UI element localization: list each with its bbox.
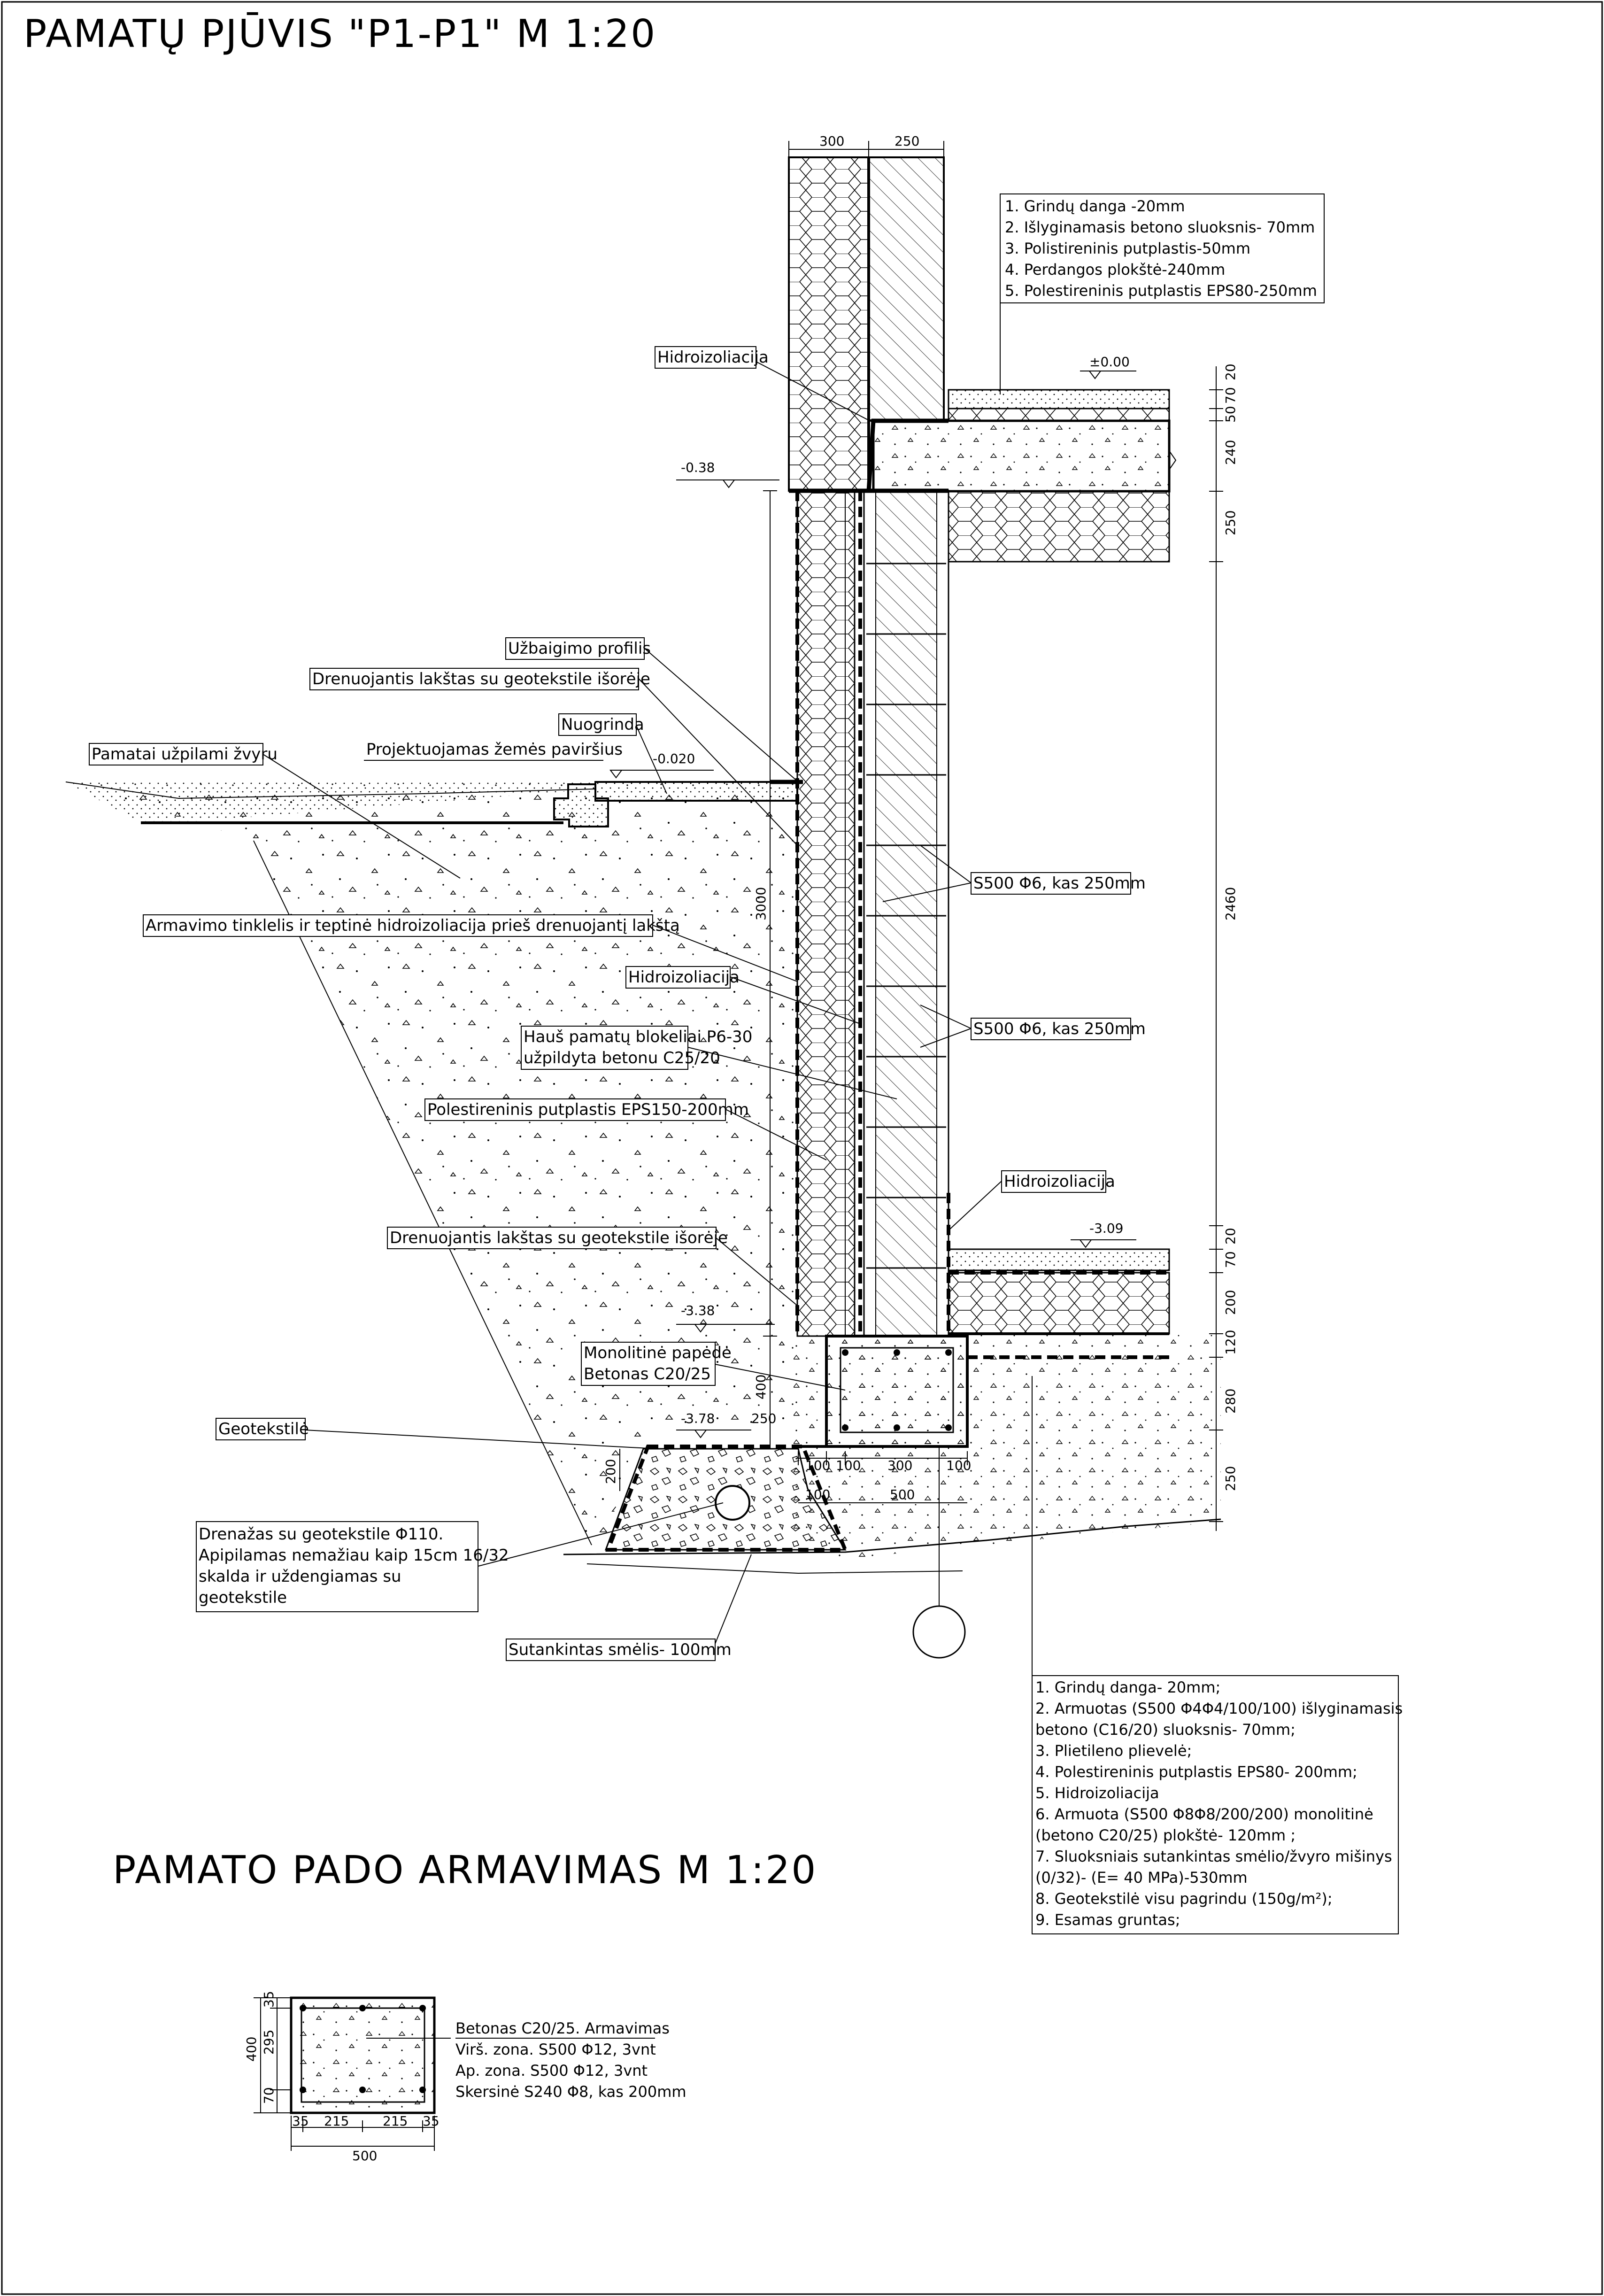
svg-text:Hidroizoliacija: Hidroizoliacija <box>1004 1172 1115 1191</box>
floor-slab <box>873 421 1169 491</box>
svg-text:-0.38: -0.38 <box>681 460 715 475</box>
svg-text:20: 20 <box>1223 363 1238 380</box>
svg-text:35: 35 <box>292 2113 309 2129</box>
upper-wall-insulation <box>789 157 869 491</box>
svg-text:3. Plietileno plievelė;: 3. Plietileno plievelė; <box>1035 1742 1192 1760</box>
svg-text:295: 295 <box>261 2029 277 2055</box>
svg-text:100: 100 <box>805 1458 831 1473</box>
svg-text:2460: 2460 <box>1223 887 1238 920</box>
reinforcement-detail <box>244 1991 686 2164</box>
svg-text:35: 35 <box>423 2113 440 2129</box>
upper-wall-masonry <box>869 157 944 420</box>
level-floor-lower <box>1071 1221 1136 1247</box>
svg-text:400: 400 <box>244 2036 259 2062</box>
svg-text:2. Armuotas (S500 Φ4Φ4/100/100: 2. Armuotas (S500 Φ4Φ4/100/100) išlyginamasis <box>1035 1700 1403 1717</box>
svg-text:250: 250 <box>751 1411 777 1426</box>
svg-text:±0.00: ±0.00 <box>1089 354 1130 370</box>
svg-text:-0.020: -0.020 <box>653 751 695 766</box>
svg-text:užpildyta betonu C25/20: užpildyta betonu C25/20 <box>524 1049 720 1067</box>
svg-text:-3.78: -3.78 <box>681 1411 715 1426</box>
svg-text:400: 400 <box>753 1374 769 1399</box>
existing-ground-line-2 <box>587 1564 963 1573</box>
level-wall-base <box>676 460 779 487</box>
svg-text:70: 70 <box>1223 387 1238 404</box>
svg-text:-3.38: -3.38 <box>681 1303 715 1318</box>
svg-text:215: 215 <box>383 2113 408 2129</box>
svg-text:9. Esamas gruntas;: 9. Esamas gruntas; <box>1035 1911 1180 1929</box>
upper-screed <box>949 390 1169 409</box>
svg-text:Drenažas su geotekstile Φ110.: Drenažas su geotekstile Φ110. <box>199 1525 444 1544</box>
svg-text:Projektuojamas žemės paviršius: Projektuojamas žemės paviršius <box>366 740 623 759</box>
pavement-slab <box>595 782 797 801</box>
svg-text:betono (C16/20) sluoksnis- 70m: betono (C16/20) sluoksnis- 70mm; <box>1035 1721 1296 1739</box>
svg-text:200: 200 <box>1223 1290 1238 1315</box>
svg-text:Sutankintas smėlis- 100mm: Sutankintas smėlis- 100mm <box>509 1640 732 1659</box>
svg-text:70: 70 <box>1223 1251 1238 1268</box>
svg-text:20: 20 <box>1223 1228 1238 1245</box>
svg-text:4. Polestireninis putplastis E: 4. Polestireninis putplastis EPS80- 200mm; <box>1035 1763 1357 1781</box>
svg-text:2. Išlyginamasis betono sluoks: 2. Išlyginamasis betono sluoksnis- 70mm <box>1005 218 1315 236</box>
svg-text:5. Hidroizoliacija: 5. Hidroizoliacija <box>1035 1784 1159 1802</box>
svg-text:35: 35 <box>261 1991 277 2008</box>
svg-text:Apipilamas nemažiau kaip 15cm: Apipilamas nemažiau kaip 15cm 16/32 <box>199 1546 509 1565</box>
block-core <box>876 491 937 1336</box>
svg-text:Betonas C20/25. Armavimas: Betonas C20/25. Armavimas <box>455 2019 670 2037</box>
drain-pipe <box>716 1486 749 1520</box>
svg-text:S500 Φ6, kas 250mm: S500 Φ6, kas 250mm <box>973 874 1146 893</box>
svg-text:7. Sluoksniais sutankintas smė: 7. Sluoksniais sutankintas smėlio/žvyro mišinys <box>1035 1848 1392 1865</box>
svg-text:Drenuojantis lakštas su geotek: Drenuojantis lakštas su geotekstile išorėje <box>312 670 650 688</box>
svg-text:70: 70 <box>261 2087 277 2104</box>
svg-text:120: 120 <box>1223 1330 1238 1355</box>
callout-sutankintas <box>506 1554 751 1661</box>
svg-text:geotekstile: geotekstile <box>199 1588 287 1607</box>
svg-text:(0/32)- (E= 40 MPa)-530mm: (0/32)- (E= 40 MPa)-530mm <box>1035 1869 1248 1886</box>
svg-text:500: 500 <box>352 2148 378 2164</box>
svg-text:100: 100 <box>946 1458 972 1473</box>
floor-upper-notes <box>1000 194 1324 394</box>
svg-text:Užbaigimo profilis: Užbaigimo profilis <box>508 639 651 658</box>
svg-text:240: 240 <box>1223 440 1238 465</box>
svg-text:Pamatai užpilami žvyru: Pamatai užpilami žvyru <box>92 745 278 764</box>
svg-text:200: 200 <box>603 1459 618 1484</box>
svg-text:S500 Φ6, kas 250mm: S500 Φ6, kas 250mm <box>973 1020 1146 1038</box>
svg-text:Monolitinė papėdė: Monolitinė papėdė <box>584 1344 732 1362</box>
callout-rebar-lower <box>920 1005 1146 1047</box>
svg-text:Virš. zona. S500 Φ12, 3vnt: Virš. zona. S500 Φ12, 3vnt <box>455 2041 656 2058</box>
svg-text:100: 100 <box>805 1487 831 1502</box>
svg-text:100: 100 <box>836 1458 861 1473</box>
svg-text:(betono C20/25) plokštė- 120mm: (betono C20/25) plokštė- 120mm ; <box>1035 1826 1296 1844</box>
svg-text:Drenuojantis lakštas su geotek: Drenuojantis lakštas su geotekstile išorėje <box>390 1229 728 1247</box>
top-dimension <box>789 133 944 157</box>
svg-text:250: 250 <box>1223 510 1238 535</box>
svg-text:skalda ir uždengiamas su: skalda ir uždengiamas su <box>199 1567 401 1586</box>
svg-text:Nuogrinda: Nuogrinda <box>561 715 644 734</box>
svg-text:3000: 3000 <box>753 887 769 920</box>
svg-text:Armavimo tinklelis ir teptinė: Armavimo tinklelis ir teptinė hidroizoliacija prieš drenuojantį lakštą <box>146 916 680 935</box>
svg-text:6. Armuota (S500 Φ8Φ8/200/200): 6. Armuota (S500 Φ8Φ8/200/200) monolitinė <box>1035 1805 1373 1823</box>
svg-text:8. Geotekstilė visu pagrindu (: 8. Geotekstilė visu pagrindu (150g/m²); <box>1035 1890 1333 1908</box>
level-floor-upper <box>1080 354 1136 379</box>
svg-text:Geotekstilė: Geotekstilė <box>218 1420 309 1438</box>
svg-text:215: 215 <box>324 2113 349 2129</box>
svg-text:300: 300 <box>887 1458 913 1473</box>
upper-insulation-eps80 <box>949 491 1169 562</box>
svg-text:1. Grindų danga -20mm: 1. Grindų danga -20mm <box>1005 197 1185 215</box>
section-title: PAMATŲ PJŪVIS "P1-P1" M 1:20 <box>23 12 657 56</box>
foundation-insulation-eps150 <box>797 491 855 1336</box>
level-ground <box>610 751 714 778</box>
gravel-backfill <box>66 782 794 1545</box>
svg-text:Hidroizoliacija: Hidroizoliacija <box>657 348 769 367</box>
svg-text:50: 50 <box>1223 406 1238 423</box>
upper-insulation-thin <box>949 409 1169 421</box>
svg-text:Betonas C20/25: Betonas C20/25 <box>584 1365 711 1384</box>
svg-text:250: 250 <box>895 133 920 149</box>
svg-text:280: 280 <box>1223 1388 1238 1414</box>
svg-text:250: 250 <box>1223 1466 1238 1491</box>
svg-text:300: 300 <box>819 133 845 149</box>
svg-text:5. Polestireninis putplastis E: 5. Polestireninis putplastis EPS80-250mm <box>1005 282 1317 300</box>
reinforcement-title: PAMATO PADO ARMAVIMAS M 1:20 <box>113 1848 817 1893</box>
svg-text:-3.09: -3.09 <box>1089 1221 1124 1236</box>
svg-text:4. Perdangos plokštė-240mm: 4. Perdangos plokštė-240mm <box>1005 261 1226 278</box>
svg-text:Skersinė S240 Φ8, kas 200mm: Skersinė S240 Φ8, kas 200mm <box>455 2083 686 2101</box>
lower-screed <box>949 1249 1169 1270</box>
svg-text:1. Grindų danga- 20mm;: 1. Grindų danga- 20mm; <box>1035 1678 1221 1696</box>
lower-insulation-eps80 <box>949 1273 1169 1334</box>
callout-projektuojamas <box>364 739 623 760</box>
svg-text:500: 500 <box>890 1487 915 1502</box>
svg-text:Hidroizoliacija: Hidroizoliacija <box>628 968 740 987</box>
svg-text:3. Polistireninis putplastis-5: 3. Polistireninis putplastis-50mm <box>1005 240 1250 257</box>
svg-text:Ap. zona. S500 Φ12, 3vnt: Ap. zona. S500 Φ12, 3vnt <box>455 2062 648 2080</box>
svg-text:Hauš pamatų blokeliai P6-30: Hauš pamatų blokeliai P6-30 <box>524 1028 753 1046</box>
svg-text:Polestireninis putplastis EPS1: Polestireninis putplastis EPS150-200mm <box>427 1100 749 1119</box>
